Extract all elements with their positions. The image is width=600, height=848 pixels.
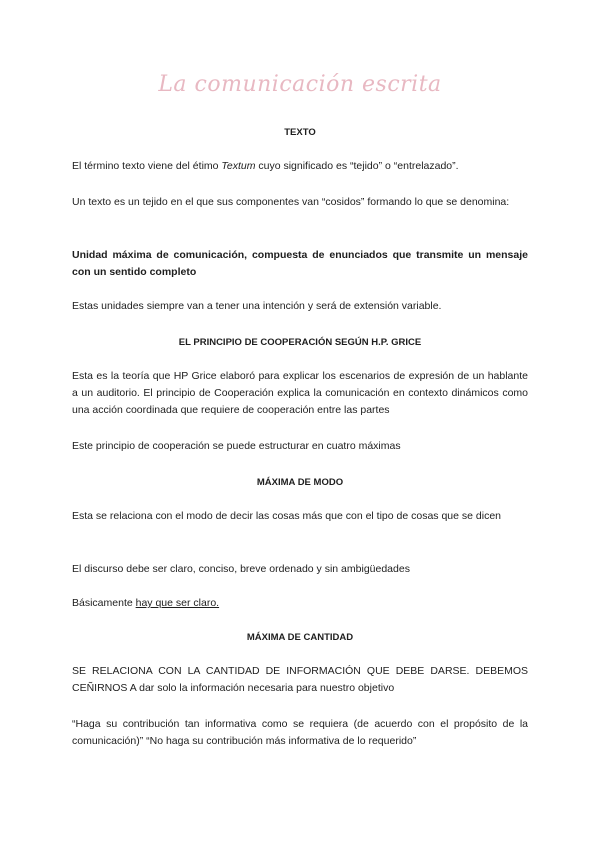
paragraph-basicamente-start: Básicamente	[72, 597, 136, 609]
document-title: La comunicación escrita	[158, 72, 442, 97]
paragraph-etimo-end: cuyo significado es “tejido” o “entrelazado”.	[255, 160, 459, 172]
paragraph-contribucion: “Haga su contribución tan informativa como se requiera (de acuerdo con el propósito de la comunicación)” “No haga su contribución más informativa de lo requerido”	[72, 718, 528, 747]
paragraph-etimo-start: El término texto viene del étimo	[72, 160, 222, 172]
paragraph-discurso: El discurso debe ser claro, conciso, breve ordenado y sin ambigüedades	[72, 563, 410, 575]
paragraph-grice: Esta es la teoría que HP Grice elaboró para explicar los escenarios de expresión de un hablante a un auditorio. El principio de Cooperación explica la comunicación en contexto dinámicos como una acción coordinada que requiere de cooperación entre las partes	[72, 370, 528, 416]
paragraph-maximas: Este principio de cooperación se puede estructurar en cuatro máximas	[72, 440, 401, 452]
heading-modo: MÁXIMA DE MODO	[256, 477, 344, 488]
paragraph-unidades: Estas unidades siempre van a tener una intención y será de extensión variable.	[72, 300, 442, 312]
underlined-text: hay que ser claro.	[135, 597, 220, 609]
paragraph-etimo	[72, 158, 528, 175]
paragraph-cantidad: SE RELACIONA CON LA CANTIDAD DE INFORMACIÓN QUE DEBE DARSE. DEBEMOS CEÑIRNOS A dar solo la información necesaria para nuestro objetivo	[72, 665, 528, 694]
paragraph-modo: Esta se relaciona con el modo de decir las cosas más que con el tipo de cosas que se dicen	[72, 510, 501, 522]
paragraph-etimo-italic: Textum	[221, 160, 256, 172]
paragraph-definicion: Unidad máxima de comunicación, compuesta de enunciados que transmite un mensaje con un sentido completo	[72, 249, 528, 278]
heading-cantidad: MÁXIMA DE CANTIDAD	[246, 632, 354, 643]
heading-grice: EL PRINCIPIO DE COOPERACIÓN SEGÚN H.P. GRICE	[178, 337, 422, 348]
paragraph-tejido: Un texto es un tejido en el que sus componentes van “cosidos” formando lo que se denomina:	[72, 196, 510, 208]
paragraph-basicamente	[72, 595, 528, 612]
heading-texto: TEXTO	[284, 127, 316, 138]
